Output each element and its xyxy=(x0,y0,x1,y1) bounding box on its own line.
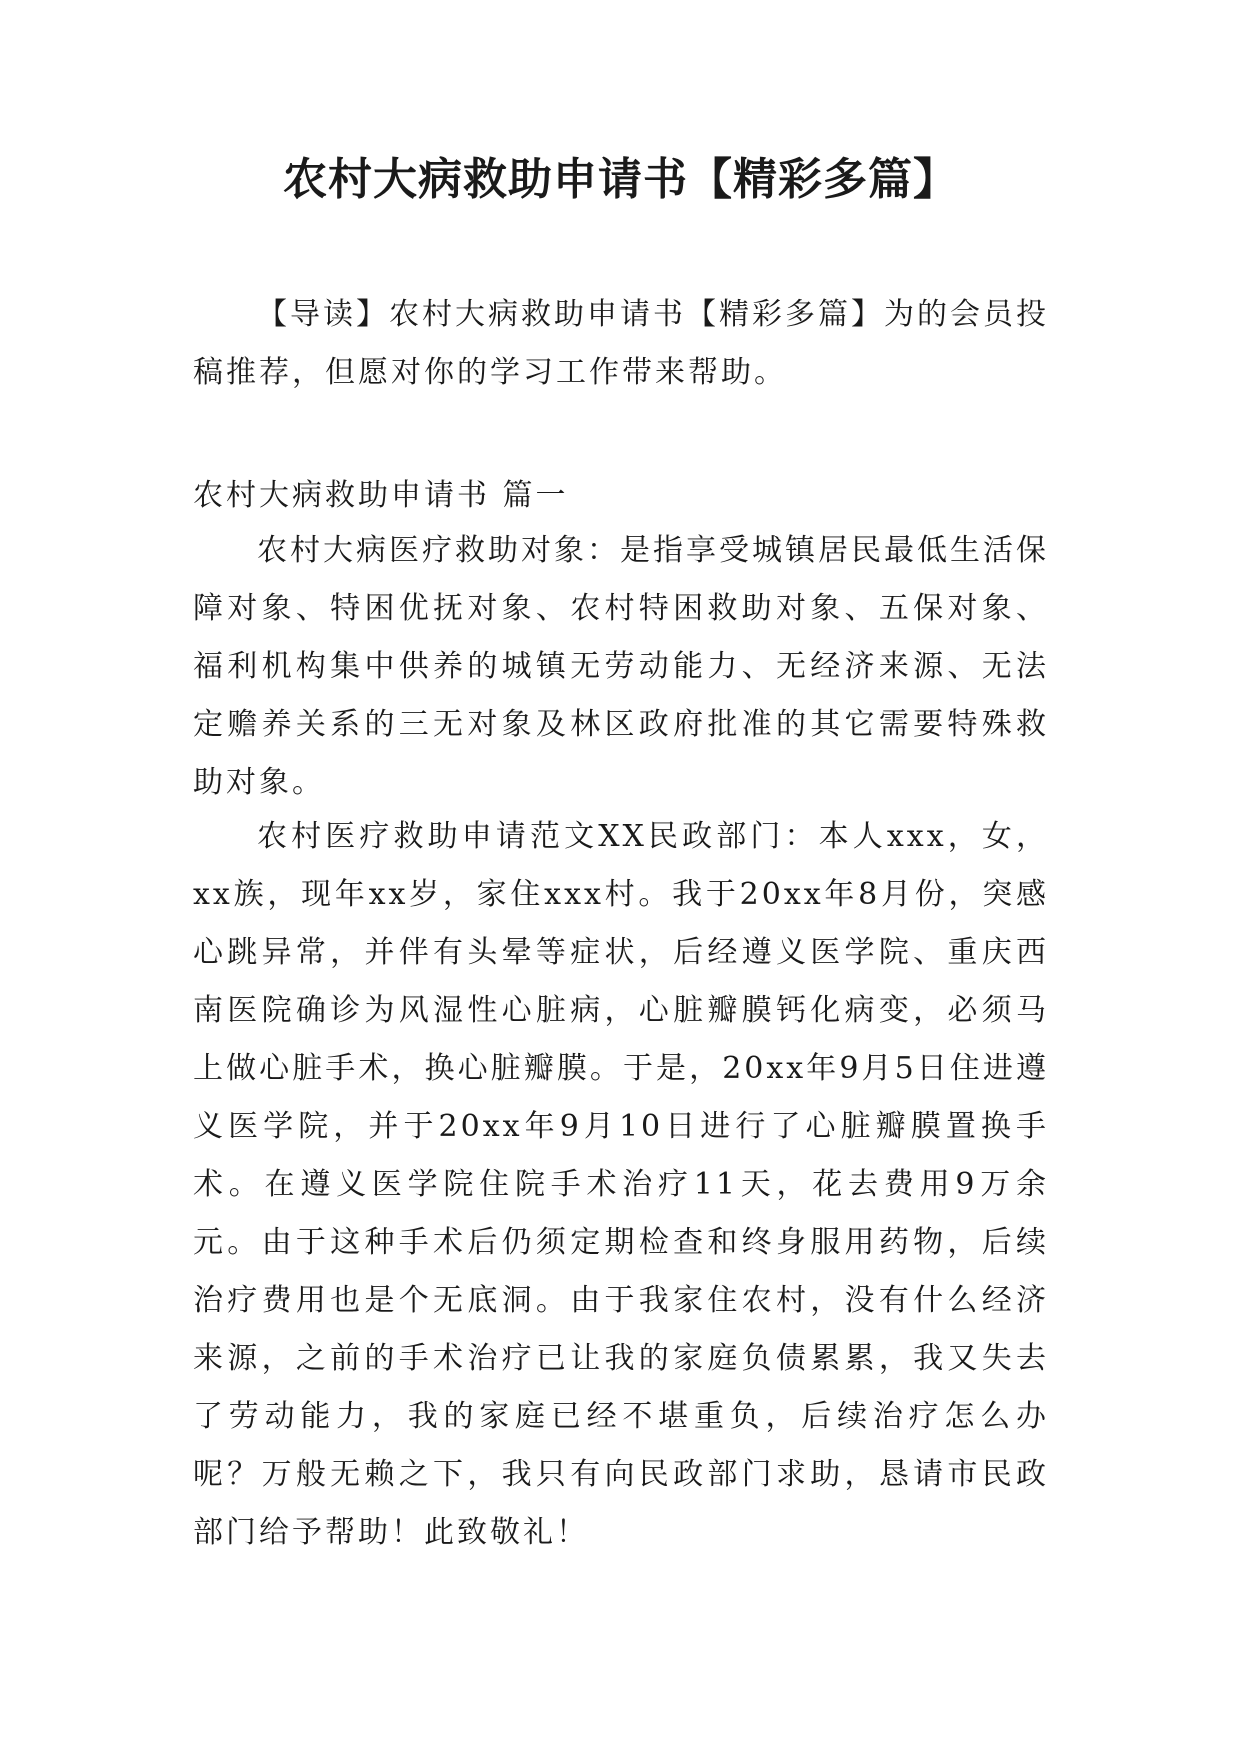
body-paragraph-2: 农村医疗救助申请范文XX民政部门：本人xxx，女，xx族，现年xx岁，家住xxx村。我于20xx年8月份，突感心跳异常，并伴有头晕等症状，后经遵义医学院、重庆西南医院确诊为风湿性心脏病，心脏瓣膜钙化病变，必须马上做心脏手术，换心脏瓣膜。于是，20xx年9月5日住进遵义医学院，并于20xx年9月10日进行了心脏瓣膜置换手术。在遵义医学院住院手术治疗11天，花去费用9万余元。由于这种手术后仍须定期检查和终身服用药物，后续治疗费用也是个无底洞。由于我家住农村，没有什么经济来源，之前的手术治疗已让我的家庭负债累累，我又失去了劳动能力，我的家庭已经不堪重负，后续治疗怎么办呢？万般无赖之下，我只有向民政部门求助，恳请市民政部门给予帮助！此致敬礼！ xyxy=(193,819,1049,1550)
document-title: 农村大病救助申请书【精彩多篇】 xyxy=(283,154,958,205)
section-heading: 农村大病救助申请书 篇一 xyxy=(193,478,569,513)
intro-paragraph: 【导读】农村大病救助申请书【精彩多篇】为的会员投稿推荐，但愿对你的学习工作带来帮助。 xyxy=(193,297,1049,390)
body-paragraph-1: 农村大病医疗救助对象：是指享受城镇居民最低生活保障对象、特困优抚对象、农村特困救助对象、五保对象、福利机构集中供养的城镇无劳动能力、无经济来源、无法定赡养关系的三无对象及林区政府批准的其它需要特殊救助对象。 xyxy=(193,533,1049,800)
